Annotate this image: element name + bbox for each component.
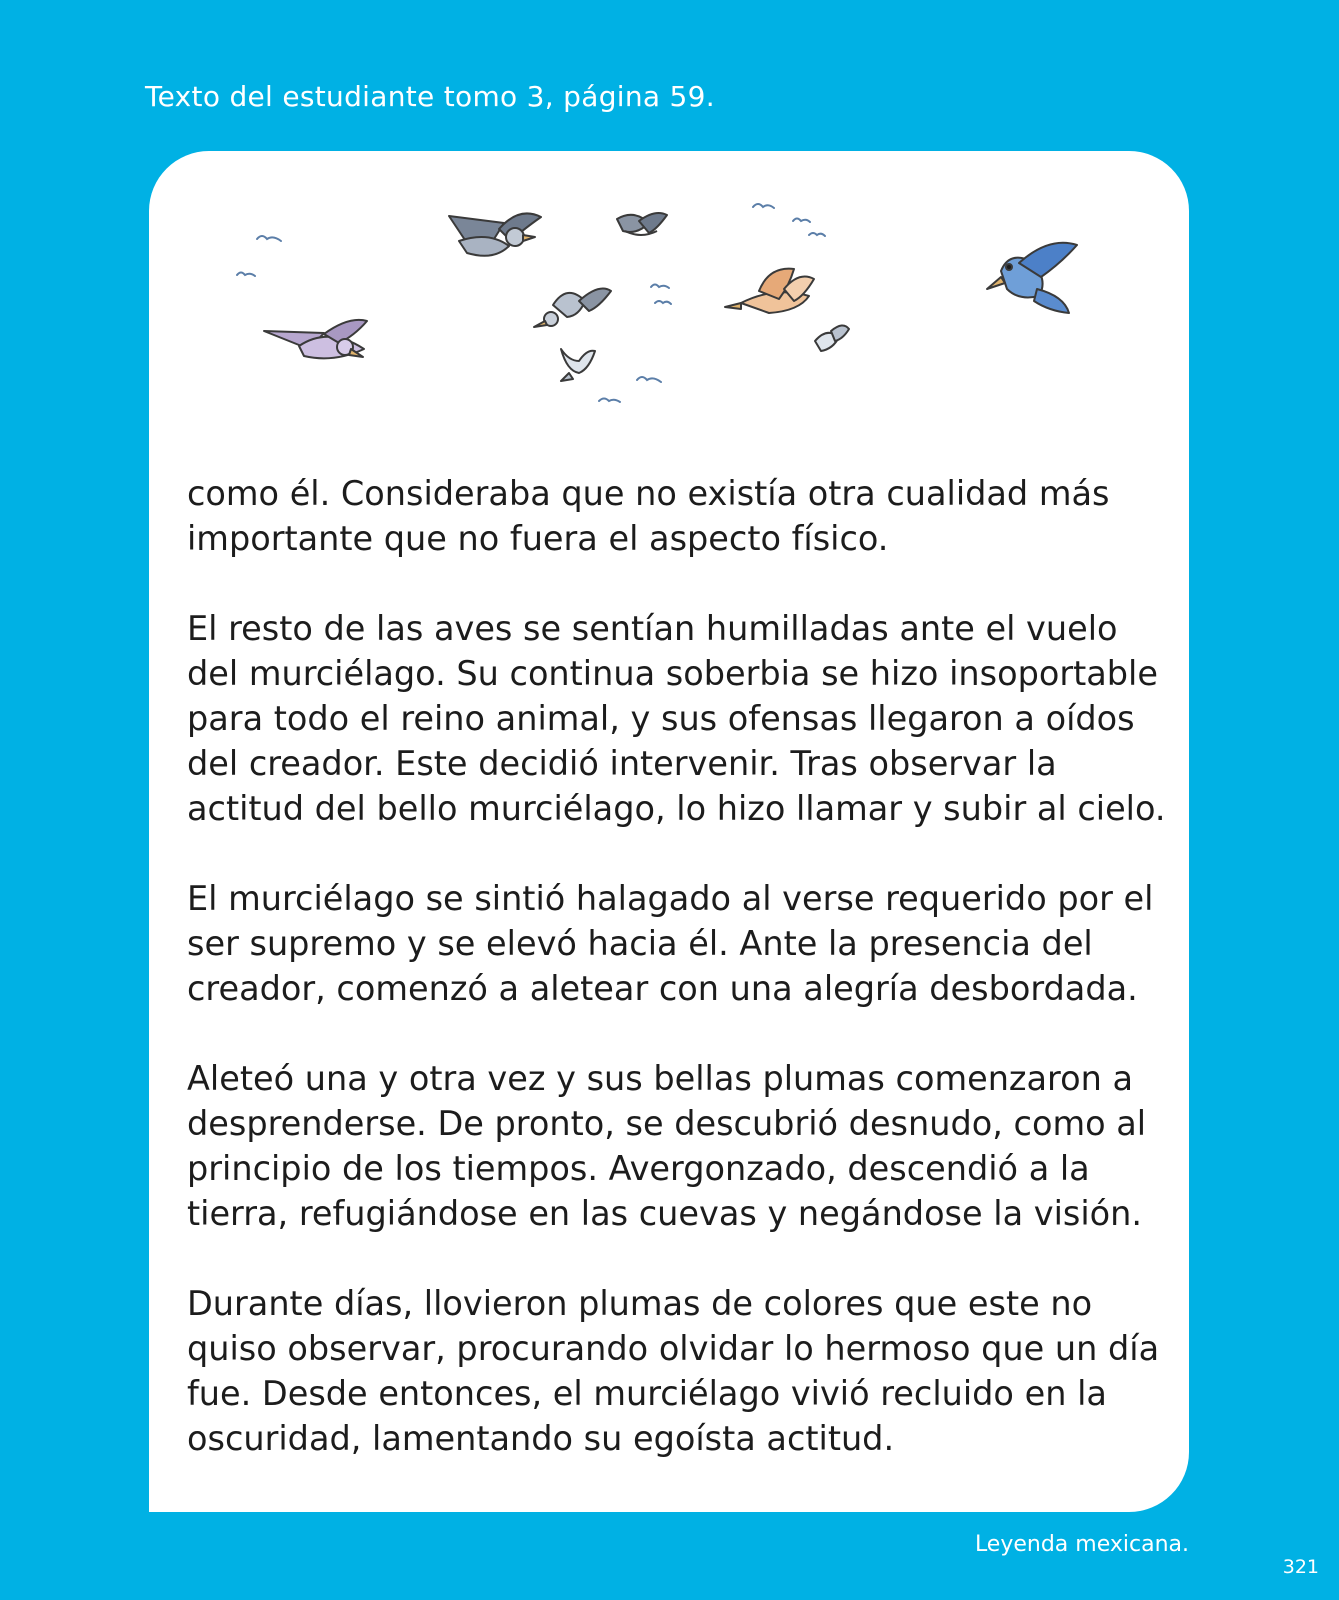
textbook-reference: Texto del estudiante tomo 3, página 59. — [145, 80, 715, 113]
orange-bird — [725, 269, 814, 313]
story-paragraph: Aleteó una y otra vez y sus bellas plumas comenzaron a desprenderse. De pronto, se descubrió desnudo, como al principio de los tiempos. Avergonzado, descendió a la tierra, refugiándose en las cuevas y negándose la visión. — [187, 1059, 1147, 1233]
grey-bird — [449, 213, 541, 255]
white-bird-small — [561, 349, 595, 381]
story-paragraph: El murciélago se sintió halagado al verse requerido por el ser supremo y se elevó hacia él. Ante la presencia del creador, comenzó a aletear con una alegría desbordada. — [187, 879, 1154, 1008]
blue-bird — [987, 243, 1077, 313]
grey-bird-small — [617, 213, 667, 235]
page-number: 321 — [1282, 1556, 1319, 1578]
story-source: Leyenda mexicana. — [974, 1532, 1189, 1557]
story-paragraph: El resto de las aves se sentían humilladas ante el vuelo del murciélago. Su continua soberbia se hizo insoportable para todo el reino animal, y sus ofensas llegaron a oídos del creador. Este decidió intervenir. Tras observar la actitud del bello murciélago, lo hizo llamar y subir al cielo. — [187, 609, 1166, 828]
story-card — [149, 151, 1189, 1512]
story-paragraph: como él. Consideraba que no existía otra cualidad más importante que no fuera el aspecto físico. — [187, 474, 1110, 558]
grey-bird-right — [815, 325, 849, 351]
purple-bird — [264, 320, 367, 358]
story-text — [187, 471, 1167, 1461]
grey-bird-center — [534, 289, 611, 327]
distant-birds — [237, 204, 825, 402]
story-paragraph: Durante días, llovieron plumas de colores que este no quiso observar, procurando olvidar lo hermoso que un día fue. Desde entonces, el murciélago vivió recluido en la oscuridad, lamentando su egoísta actitud. — [187, 1284, 1160, 1458]
flying-birds-illustration — [149, 151, 1189, 441]
